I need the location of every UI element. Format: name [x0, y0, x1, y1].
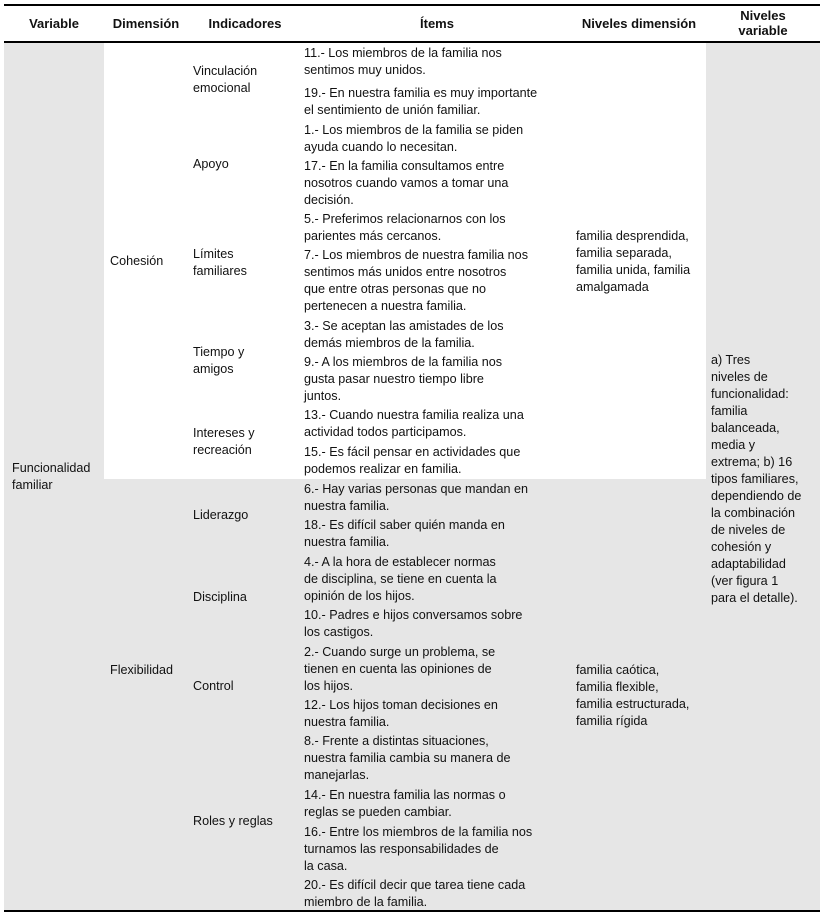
item-4: 4.- A la hora de establecer normas de disciplina, se tiene en cuenta la opinión de los hijos. [304, 555, 497, 603]
indicator-leadership: Liderazgo [193, 508, 249, 522]
item-7: 7.- Los miembros de nuestra familia nos sentimos más unidos entre nosotros que entre otras personas que no pertenecen a nuestra familia. [304, 248, 528, 313]
item-3: 3.- Se aceptan las amistades de los demás miembros de la familia. [304, 319, 504, 350]
flexibility-levels: familia caótica, familia flexible, familia estructurada, familia rígida [576, 663, 690, 728]
indicator-discipline: Disciplina [193, 590, 247, 604]
indicator-roles-rules: Roles y reglas [193, 814, 273, 828]
item-11: 11.- Los miembros de la familia nos sentimos muy unidos. [304, 46, 502, 77]
variable-levels: a) Tres niveles de funcionalidad: familia balanceada, media y extrema; b) 16 tipos familiares, dependiendo de la combinación de niveles de cohesión y adaptabilidad (ver figura 1 para el detalle). [711, 353, 802, 605]
header-variable-levels: Niveles variable [738, 8, 788, 38]
header-variable: Variable [29, 16, 79, 31]
header-indicators: Indicadores [208, 16, 282, 31]
item-17: 17.- En la familia consultamos entre nosotros cuando vamos a tomar una decisión. [304, 159, 509, 207]
indicator-control: Control [193, 679, 234, 693]
item-14: 14.- En nuestra familia las normas o reglas se pueden cambiar. [304, 788, 506, 819]
table-header-rule [4, 41, 820, 43]
item-12: 12.- Los hijos toman decisiones en nuestra familia. [304, 698, 498, 729]
header-dimension-levels: Niveles dimensión [581, 16, 697, 31]
indicator-emotional-bonding: Vinculación emocional [193, 64, 258, 95]
variable-name: Funcionalidad familiar [12, 461, 91, 492]
indicator-time-friends: Tiempo y amigos [193, 345, 245, 376]
dimension-flexibility: Flexibilidad [110, 663, 173, 677]
indicator-family-limits: Límites familiares [193, 247, 247, 278]
header-dimension: Dimensión [112, 16, 180, 31]
indicator-interests-recreation: Intereses y recreación [193, 426, 255, 457]
item-15: 15.- Es fácil pensar en actividades que podemos realizar en familia. [304, 445, 521, 476]
item-19: 19.- En nuestra familia es muy importante el sentimiento de unión familiar. [304, 86, 538, 117]
item-10: 10.- Padres e hijos conversamos sobre los castigos. [304, 608, 523, 639]
indicator-support: Apoyo [193, 157, 229, 171]
item-1: 1.- Los miembros de la familia se piden ayuda cuando lo necesitan. [304, 123, 524, 154]
item-2: 2.- Cuando surge un problema, se tienen en cuenta las opiniones de los hijos. [304, 645, 496, 693]
item-9: 9.- A los miembros de la familia nos gusta pasar nuestro tiempo libre juntos. [304, 355, 503, 403]
header-items: Ítems [420, 16, 454, 31]
item-18: 18.- Es difícil saber quién manda en nuestra familia. [304, 518, 505, 549]
dimension-cohesion: Cohesión [110, 254, 164, 268]
item-20: 20.- Es difícil decir que tarea tiene cada miembro de la familia. [304, 878, 526, 909]
table-top-rule [4, 4, 820, 6]
item-16: 16.- Entre los miembros de la familia nos turnamos las responsabilidades de la casa. [304, 825, 533, 873]
item-6: 6.- Hay varias personas que mandan en nuestra familia. [304, 482, 529, 513]
item-8: 8.- Frente a distintas situaciones, nuestra familia cambia su manera de manejarlas. [304, 734, 511, 782]
cohesion-levels: familia desprendida, familia separada, familia unida, familia amalgamada [576, 229, 691, 294]
item-5: 5.- Preferimos relacionarnos con los parientes más cercanos. [304, 212, 506, 243]
item-13: 13.- Cuando nuestra familia realiza una actividad todos participamos. [304, 408, 524, 439]
